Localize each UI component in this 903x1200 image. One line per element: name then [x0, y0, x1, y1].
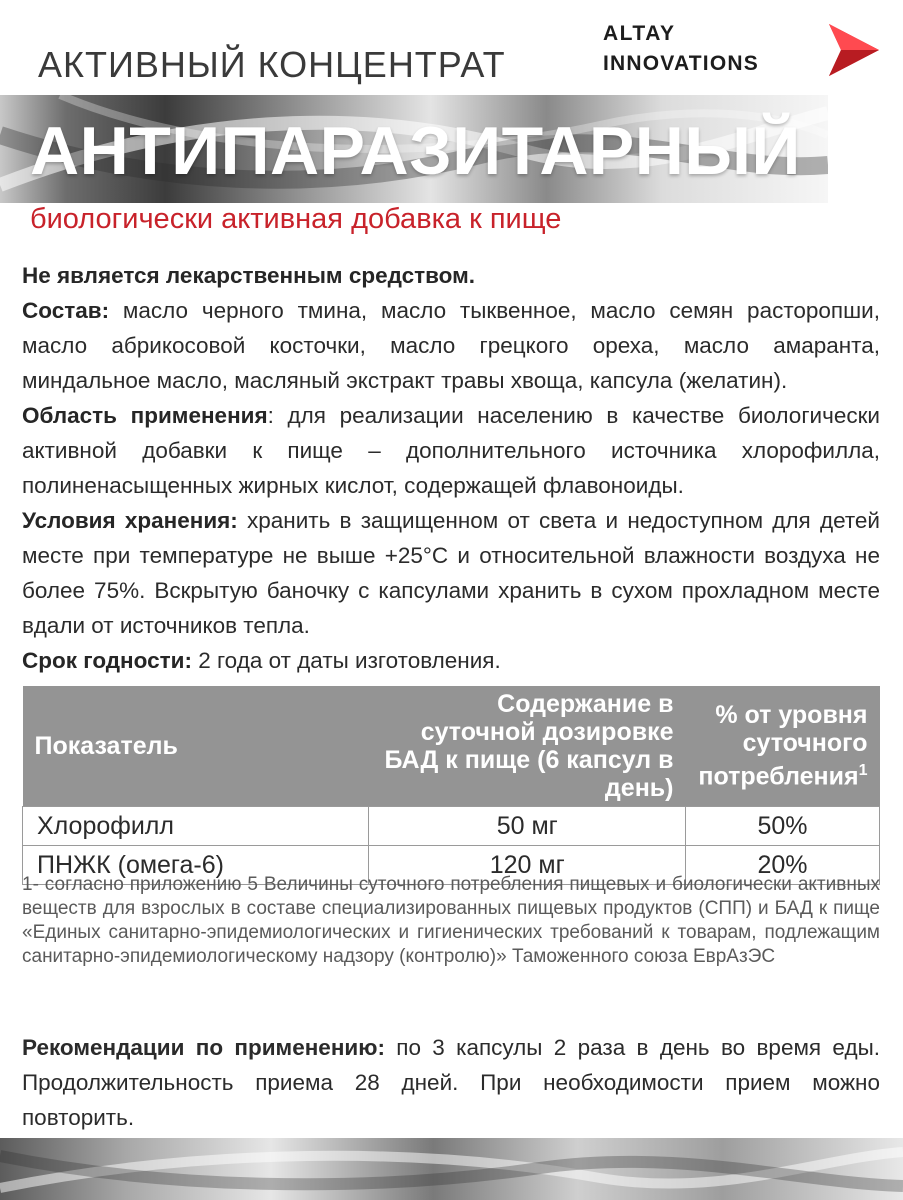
storage-label: Условия хранения:: [22, 508, 238, 533]
row-percent: 20%: [686, 846, 880, 885]
brand-name-line1: ALTAY: [603, 22, 676, 45]
table-row: [23, 807, 880, 846]
product-tagline: биологически активная добавка к пище: [30, 203, 562, 235]
application-text: : для реализации населению в качестве биологически активной добавки к пище – дополнительного источника хлорофилла, полиненасыщенных жирных кислот, содержащей флавоноиды.: [22, 403, 880, 498]
not-medicine-note: Не является лекарственным средством.: [22, 263, 475, 288]
product-subtitle: АКТИВНЫЙ КОНЦЕНТРАТ: [38, 44, 506, 85]
composition-label: Состав:: [22, 298, 110, 323]
header-daily-dose: Содержание в суточной дозировке БАД к пище (6 капсул в день): [369, 686, 686, 807]
row-dose: 50 мг: [369, 807, 686, 846]
row-name: Хлорофилл: [23, 807, 369, 846]
row-name: ПНЖК (омега-6): [23, 846, 369, 885]
product-title: АНТИПАРАЗИТАРНЫЙ: [30, 113, 801, 189]
storage-text: хранить в защищенном от света и недоступном для детей месте при температуре не выше +25°С и относительной влажности воздуха не более 75%. Вскрытую баночку с капсулами хранить в сухом прохладном месте вдали от источников тепла.: [22, 508, 880, 638]
footnote-marker: 1: [858, 762, 868, 780]
shelf-life-paragraph: [22, 643, 880, 678]
bottom-decor-band: [0, 1138, 903, 1200]
brand-arrow-logo-icon: [821, 20, 883, 78]
composition-text: масло черного тмина, масло тыквенное, масло семян расторопши, масло абрикосовой косточки, масло грецкого ореха, масло амаранта, миндальное масло, масляный экстракт травы хвоща, капсула (желатин).: [22, 298, 880, 393]
brand-name-line2: INNOVATIONS: [603, 52, 759, 75]
application-paragraph: [22, 398, 880, 503]
footnote: 1- согласно приложению 5 Величины суточного потребления пищевых и биологически активных веществ для взрослых в составе специализированных пищевых продуктов (СПП) и БАД к пище «Единых санитарно-эпидемиологических и гигиенических требований к товарам, подлежащим санитарно-эпидемиологическому надзору (контролю)» Таможенного союза ЕврАзЭС: [22, 874, 880, 967]
recommendation-text: по 3 капсулы 2 раза в день во время еды. Продолжительность приема 28 дней. При необходимости прием можно повторить.: [22, 1035, 880, 1130]
bottom-swirl-decoration: [0, 1138, 903, 1200]
description-block: [22, 258, 880, 678]
recommendation-paragraph: [22, 1030, 880, 1135]
nutrition-table: [22, 686, 880, 885]
header-indicator: Показатель: [23, 686, 369, 807]
header-daily-percent: % от уровня суточного потребления$^1$: [686, 686, 880, 807]
shelf-life-label: Срок годности:: [22, 648, 192, 673]
application-label: Область применения: [22, 403, 268, 428]
row-dose: 120 мг: [369, 846, 686, 885]
composition-paragraph: [22, 293, 880, 398]
row-percent: 50%: [686, 807, 880, 846]
brand-block: [597, 18, 887, 80]
table-header-row: [23, 686, 880, 807]
shelf-life-text: 2 года от даты изготовления.: [191, 648, 501, 673]
storage-paragraph: [22, 503, 880, 643]
recommendation-label: Рекомендации по применению:: [22, 1035, 385, 1060]
